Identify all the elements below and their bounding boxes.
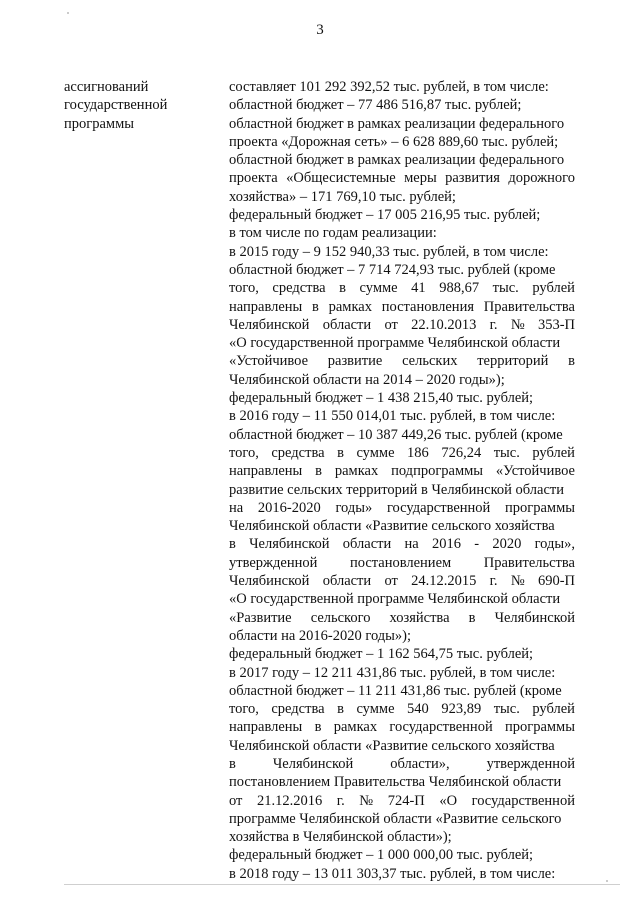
word: направлены <box>229 298 303 315</box>
word: Челябинской <box>249 536 330 553</box>
word: в <box>229 536 236 553</box>
row-label <box>64 78 214 133</box>
word: направлены <box>229 719 303 736</box>
scan-speck <box>606 880 608 882</box>
word: направлены <box>229 463 303 480</box>
word: области», <box>390 755 450 772</box>
body-line: федеральный бюджет – 1 438 215,40 тыс. рублей; <box>229 390 534 407</box>
word: № <box>510 573 525 590</box>
word: в <box>339 280 346 297</box>
body-line: проекта «Дорожная сеть» – 6 628 889,60 тыс. рублей; <box>229 133 559 150</box>
word: государственной <box>389 719 493 736</box>
word: в <box>337 444 344 461</box>
word: Правительства <box>483 298 575 315</box>
word: на <box>229 499 244 516</box>
word: государственной <box>471 792 575 809</box>
body-line: федеральный бюджет – 1 000 000,00 тыс. рублей; <box>229 847 534 864</box>
body-line <box>229 169 575 187</box>
word: рамках <box>334 463 379 480</box>
word: в <box>337 701 344 718</box>
word: Челябинской <box>494 609 575 626</box>
word: «О <box>439 792 458 809</box>
word: программы <box>504 719 575 736</box>
word: «Устойчивое <box>495 463 575 480</box>
body-line <box>229 316 575 334</box>
word: «Развитие <box>229 609 292 626</box>
word: сельских <box>402 353 458 370</box>
body-line <box>229 609 575 627</box>
body-line: составляет 101 292 392,52 тыс. рублей, в том числе: <box>229 79 549 95</box>
scan-speck <box>67 12 69 14</box>
body-line: в 2015 году – 9 152 940,33 тыс. рублей, в том числе: <box>229 243 549 260</box>
word: сумме <box>356 444 395 461</box>
word: проекта <box>229 170 278 187</box>
row-label-line: программы <box>64 115 134 132</box>
body-line <box>229 554 575 572</box>
body-line: «О государственной программе Челябинской области <box>229 335 561 352</box>
word: г. <box>336 792 345 809</box>
word: области <box>342 536 392 553</box>
word: области <box>322 316 372 333</box>
word: Челябинской <box>272 755 354 772</box>
word: рублей <box>532 280 575 297</box>
word: 540 <box>407 701 429 718</box>
word: того, <box>229 444 259 461</box>
word: 988,67 <box>439 280 480 297</box>
body-line: Челябинской области на 2014 – 2020 годы»); <box>229 371 505 388</box>
word: меры <box>404 170 437 187</box>
word: сумме <box>359 280 398 297</box>
word: 41 <box>411 280 426 297</box>
body-line: программе Челябинской области «Развитие сельского <box>229 810 562 827</box>
row-label-line: ассигнований <box>64 79 149 95</box>
word: тыс. <box>493 701 520 718</box>
body-line: в том числе по годам реализации: <box>229 225 437 242</box>
word: «Общесистемные <box>286 170 396 187</box>
word: средства <box>272 280 326 297</box>
word: постановления <box>381 298 475 315</box>
body-line: областной бюджет – 11 211 431,86 тыс. рублей (кроме <box>229 682 562 699</box>
row-content <box>229 78 575 883</box>
body-line: хозяйства» – 171 769,10 тыс. рублей; <box>229 188 456 205</box>
word: того, <box>229 701 259 718</box>
word: области <box>322 573 372 590</box>
word: хозяйства <box>389 609 450 626</box>
body-line <box>229 535 575 553</box>
word: средства <box>271 701 325 718</box>
body-line <box>229 444 575 462</box>
word: 22.10.2013 <box>411 316 477 333</box>
word: 923,89 <box>441 701 482 718</box>
body-line: постановлением Правительства Челябинской области <box>229 774 562 791</box>
word: 2016 <box>431 536 461 553</box>
body-line <box>229 279 575 297</box>
body-line: развитие сельских территорий в Челябинской области <box>229 481 564 498</box>
word: в <box>312 298 319 315</box>
word: 690-П <box>537 573 575 590</box>
body-line: областной бюджет в рамках реализации федерального <box>229 115 565 132</box>
body-line <box>229 499 575 517</box>
word: средства <box>271 444 325 461</box>
word: от <box>384 316 398 333</box>
word: от <box>229 792 243 809</box>
row-label-line: государственной <box>64 97 168 114</box>
word: «Устойчивое <box>229 353 309 370</box>
word: в <box>568 353 575 370</box>
word: тыс. <box>492 280 519 297</box>
body-line <box>229 352 575 370</box>
body-line: области на 2016-2020 годы»); <box>229 627 412 644</box>
word: рублей <box>532 444 575 461</box>
word: постановлением <box>349 554 452 571</box>
word: годы» <box>335 499 373 516</box>
body-line <box>229 462 575 480</box>
word: Челябинской <box>229 316 310 333</box>
word: рамках <box>328 298 372 315</box>
word: утвержденной <box>229 554 318 571</box>
body-line: в 2017 году – 12 211 431,86 тыс. рублей, в том числе: <box>229 664 556 681</box>
word: программы <box>505 499 575 516</box>
body-line: областной бюджет – 10 387 449,26 тыс. рублей (кроме <box>229 426 563 443</box>
word: в <box>315 463 322 480</box>
word: 21.12.2016 <box>256 792 323 809</box>
body-line: областной бюджет – 7 714 724,93 тыс. рублей (кроме <box>229 261 556 278</box>
body-line: федеральный бюджет – 1 162 564,75 тыс. рублей; <box>229 646 534 663</box>
word: 724-П <box>387 792 425 809</box>
word: от <box>384 573 398 590</box>
body-line: в 2016 году – 11 550 014,01 тыс. рублей, в том числе: <box>229 408 556 425</box>
word: тыс. <box>493 444 520 461</box>
word: в <box>314 719 322 736</box>
word: 2016-2020 <box>257 499 321 516</box>
word: развития <box>445 170 500 187</box>
body-line: федеральный бюджет – 17 005 216,95 тыс. рублей; <box>229 207 541 224</box>
body-line <box>229 718 575 736</box>
word: 726,24 <box>441 444 482 461</box>
page-number: 3 <box>316 22 324 38</box>
word: 24.12.2015 <box>411 573 477 590</box>
word: сельского <box>310 609 371 626</box>
body-line: Челябинской области «Развитие сельского хозяйства <box>229 518 555 535</box>
body-line: «О государственной программе Челябинской области <box>229 591 561 608</box>
word: того, <box>229 280 259 297</box>
word: годы», <box>534 536 575 553</box>
word: № <box>359 792 374 809</box>
word: г. <box>489 573 498 590</box>
word: в <box>229 755 236 772</box>
body-line <box>229 700 575 718</box>
word: подпрограммы <box>391 463 484 480</box>
word: дорожного <box>508 170 575 187</box>
body-line: Челябинской области «Развитие сельского хозяйства <box>229 737 555 754</box>
body-line: областной бюджет – 77 486 516,87 тыс. рублей; <box>229 97 522 114</box>
body-line <box>229 298 575 316</box>
body-line <box>229 755 575 773</box>
body-line <box>229 792 575 810</box>
word: № <box>510 316 525 333</box>
word: утвержденной <box>486 755 575 772</box>
word: в <box>468 609 476 626</box>
body-line: в 2018 году – 13 011 303,37 тыс. рублей, в том числе: <box>229 865 556 882</box>
word: территорий <box>477 353 549 370</box>
word: рублей <box>532 701 575 718</box>
word: г. <box>489 316 498 333</box>
word: государственной <box>386 499 491 516</box>
word: - <box>474 536 480 553</box>
word: рамках <box>333 719 378 736</box>
body-line <box>229 572 575 590</box>
word: Правительства <box>483 554 575 571</box>
word: 2020 <box>492 536 522 553</box>
word: развитие <box>327 353 383 370</box>
word: 353-П <box>537 316 575 333</box>
word: на <box>404 536 419 553</box>
word: Челябинской <box>229 573 310 590</box>
word: сумме <box>356 701 395 718</box>
word: 186 <box>407 444 429 461</box>
body-line: хозяйства в Челябинской области»); <box>229 829 452 846</box>
bottom-rule <box>64 884 620 885</box>
body-line: областной бюджет в рамках реализации федерального <box>229 152 565 169</box>
